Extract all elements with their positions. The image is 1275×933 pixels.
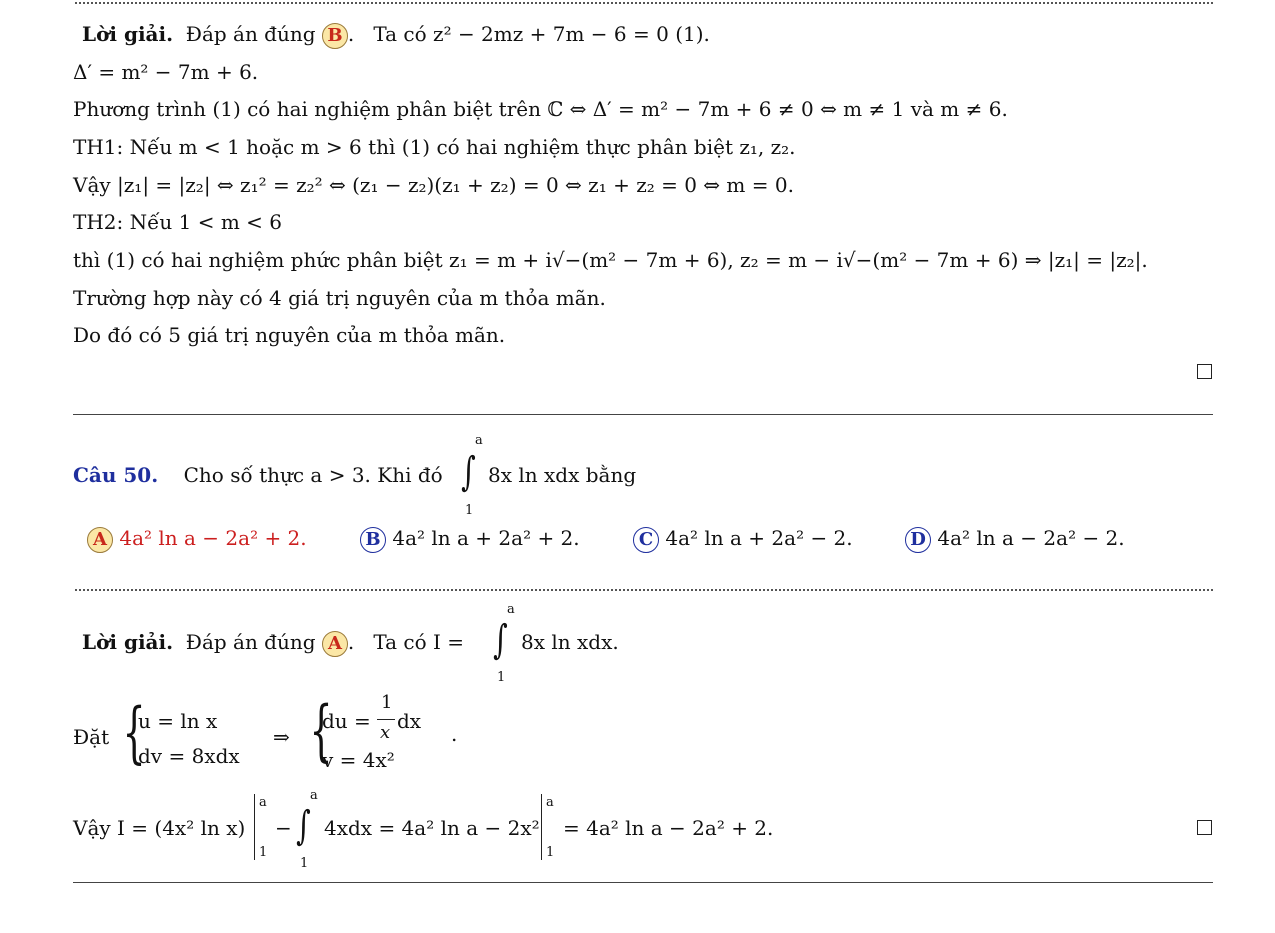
answer-prefix: Đáp án đúng — [185, 630, 316, 654]
option-d-text: 4a² ln a − 2a² − 2. — [937, 526, 1125, 550]
mid-expression: 4xdx = 4a² ln a − 2x² — [324, 816, 540, 840]
sys2-dx: dx — [397, 709, 422, 733]
final-integral-lower: 1 — [300, 856, 309, 871]
option-b[interactable] — [360, 526, 580, 553]
option-b-text: 4a² ln a + 2a² + 2. — [392, 526, 580, 550]
top-dotted-separator — [75, 2, 1213, 4]
answer-prefix: Đáp án đúng — [185, 22, 316, 46]
dat-label: Đặt — [73, 725, 110, 749]
line-th2: TH2: Nếu 1 < m < 6 — [73, 210, 283, 234]
solution-integral-lower: 1 — [497, 670, 506, 685]
option-c-text: 4a² ln a + 2a² − 2. — [665, 526, 853, 550]
option-a-badge: A — [87, 527, 113, 553]
sys2-line2: v = 4x² — [322, 748, 395, 772]
vay-prefix: Vậy I = (4x² ln x) — [73, 816, 246, 840]
option-d[interactable] — [905, 526, 1125, 553]
frac-numerator: 1 — [381, 692, 393, 713]
question-number: Câu 50. — [73, 463, 159, 487]
integral-lower: 1 — [465, 503, 474, 518]
frac-denominator: x — [380, 722, 391, 743]
sys2-du: du = — [322, 709, 371, 733]
implies-arrow: ⇒ — [273, 725, 290, 749]
integral-sign: ∫ — [461, 449, 476, 495]
bottom-rule — [73, 882, 1213, 883]
answer-badge: A — [322, 631, 348, 657]
option-b-badge: B — [360, 527, 386, 553]
system-dot: . — [451, 722, 458, 746]
final-result: = 4a² ln a − 2a² + 2. — [563, 816, 774, 840]
line-delta: Δ′ = m² − 7m + 6. — [73, 60, 259, 84]
eval1-upper: a — [259, 795, 267, 810]
left-brace-2: { — [309, 692, 333, 769]
eval-bar-2 — [541, 794, 542, 860]
line-vay: Vậy |z₁| = |z₂| ⇔ z₁² = z₂² ⇔ (z₁ − z₂)(z₁ + z₂) = 0 ⇔ z₁ + z₂ = 0 ⇔ m = 0. — [73, 173, 794, 197]
solution-label: Lời giải. — [82, 22, 174, 46]
solution-intro: Ta có I = — [373, 630, 465, 654]
eval1-lower: 1 — [259, 845, 268, 860]
line-total: Do đó có 5 giá trị nguyên của m thỏa mãn. — [73, 323, 506, 347]
frac-bar — [377, 719, 395, 720]
minus-sign: − — [275, 816, 292, 840]
line-case-count: Trường hợp này có 4 giá trị nguyên của m thỏa mãn. — [73, 286, 606, 310]
solution-integrand: 8x ln xdx. — [521, 630, 619, 654]
sys1-line1: u = ln x — [138, 709, 218, 733]
option-a[interactable] — [87, 526, 307, 553]
option-d-badge: D — [905, 527, 931, 553]
question-text-after: bằng — [585, 463, 637, 487]
line-condition: Phương trình (1) có hai nghiệm phân biệt trên ℂ ⇔ Δ′ = m² − 7m + 6 ≠ 0 ⇔ m ≠ 1 và m ≠ 6. — [73, 97, 1008, 121]
solution-header: Lời giải. Đáp án đúng A . Ta có I = — [82, 630, 464, 657]
answer-badge: B — [322, 23, 348, 49]
question-text: Cho số thực a > 3. Khi đó — [183, 463, 443, 487]
prev-solution-header: Lời giải. Đáp án đúng B . Ta có z² − 2mz + 7m − 6 = 0 (1). — [82, 22, 710, 49]
left-brace-1: { — [122, 694, 146, 771]
final-integral-upper: a — [310, 788, 318, 803]
sys1-line2: dv = 8xdx — [138, 744, 240, 768]
option-a-text: 4a² ln a − 2a² + 2. — [119, 526, 307, 550]
section-rule — [73, 414, 1213, 415]
integral-upper: a — [475, 433, 483, 448]
eval2-lower: 1 — [546, 845, 555, 860]
qed-square — [1197, 364, 1212, 379]
question-line — [73, 463, 443, 487]
integrand: 8x ln xdx — [488, 463, 580, 487]
option-c[interactable] — [633, 526, 853, 553]
solution-integral-sign: ∫ — [493, 617, 508, 663]
statement: Ta có z² − 2mz + 7m − 6 = 0 (1). — [373, 22, 710, 46]
final-integral-sign: ∫ — [296, 803, 311, 849]
eval-bar-1 — [254, 794, 255, 860]
qed-square — [1197, 820, 1212, 835]
line-th1: TH1: Nếu m < 1 hoặc m > 6 thì (1) có hai nghiệm thực phân biệt z₁, z₂. — [73, 135, 796, 159]
question-integrand-line — [488, 463, 636, 487]
line-roots: thì (1) có hai nghiệm phức phân biệt z₁ = m + i√−(m² − 7m + 6), z₂ = m − i√−(m² − 7m + 6) ⇒ |z₁| = |z₂|. — [73, 248, 1148, 272]
eval2-upper: a — [546, 795, 554, 810]
solution-label: Lời giải. — [82, 630, 174, 654]
solution-dotted-separator — [75, 589, 1213, 591]
option-c-badge: C — [633, 527, 659, 553]
solution-integral-upper: a — [507, 602, 515, 617]
